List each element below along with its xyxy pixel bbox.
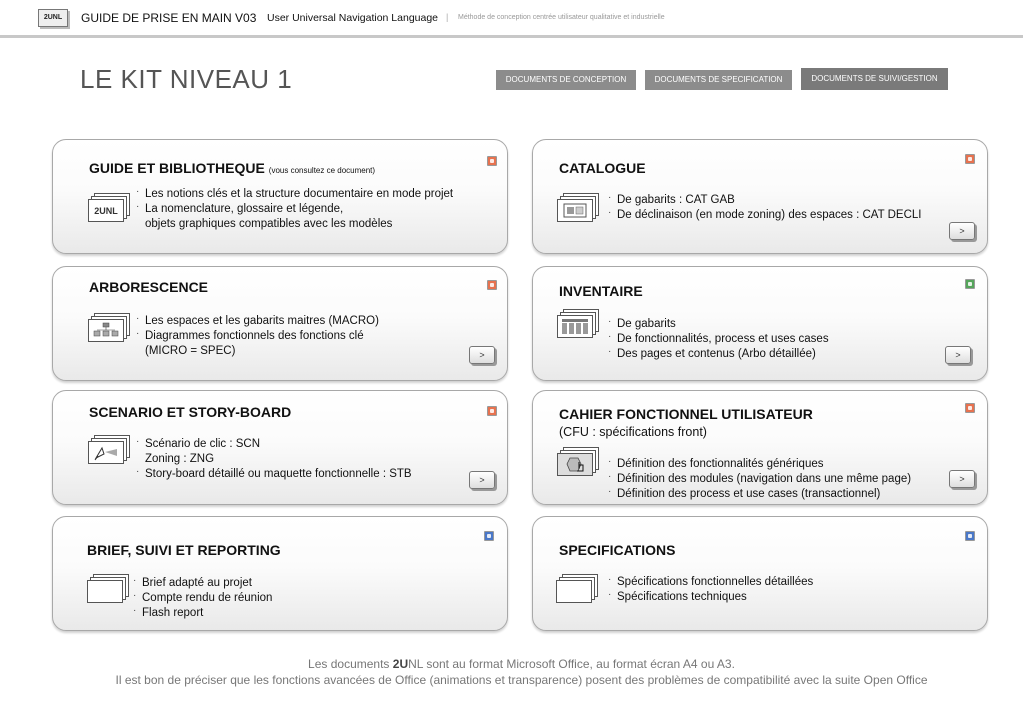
card-inventaire[interactable] xyxy=(532,266,988,381)
card-lines xyxy=(617,457,911,502)
card-lines xyxy=(617,193,921,223)
more-button[interactable]: > xyxy=(945,346,971,364)
document-thumbnail-icon: 2UNL xyxy=(88,199,128,225)
card-scenario-story-board[interactable] xyxy=(52,390,508,505)
card-line: · De fonctionnalités, process et uses cases xyxy=(617,332,829,347)
card-title: BRIEF, SUIVI ET REPORTING xyxy=(87,542,281,558)
card-title: INVENTAIRE xyxy=(559,283,643,299)
card-line: · Définition des fonctionnalités génériques xyxy=(617,457,911,472)
card-line: · Diagrammes fonctionnels des fonctions clé xyxy=(145,329,379,344)
sitemap-diagram-icon xyxy=(88,319,128,345)
more-button[interactable]: > xyxy=(949,470,975,488)
card-line: · Spécifications fonctionnelles détaillées xyxy=(617,575,813,590)
nav-button-suivi-gestion[interactable]: DOCUMENTS DE SUIVI/GESTION xyxy=(801,68,948,90)
card-lines xyxy=(617,317,829,362)
card-line: · Définition des modules (navigation dans une même page) xyxy=(617,472,911,487)
card-catalogue[interactable] xyxy=(532,139,988,254)
logo: 2UNL xyxy=(38,9,68,27)
inventory-table-icon xyxy=(557,315,597,341)
footer-text: Les documents xyxy=(308,657,393,671)
card-line: · Scénario de clic : SCN xyxy=(145,437,412,452)
card-title: CAHIER FONCTIONNEL UTILISATEUR xyxy=(559,406,813,422)
card-line: objets graphiques compatibles avec les modèles xyxy=(145,218,393,230)
footer-line-1 xyxy=(0,657,1023,671)
more-button[interactable]: > xyxy=(469,471,495,489)
card-line: · Story-board détaillé ou maquette fonctionnelle : STB xyxy=(145,467,412,482)
card-title: ARBORESCENCE xyxy=(89,279,209,295)
footer-bold-text: 2U xyxy=(392,657,409,671)
footer-text: NL sont au format Microsoft Office, au format écran A4 ou A3. xyxy=(408,657,735,671)
card-line: · Brief adapté au projet xyxy=(142,576,272,591)
card-line: · De déclinaison (en mode zoning) des espaces : CAT DECLI xyxy=(617,208,921,223)
ppt-file-icon[interactable] xyxy=(487,280,497,290)
document-subtitle: User Universal Navigation Language xyxy=(267,12,439,24)
card-title-text: GUIDE ET BIBLIOTHEQUE xyxy=(89,160,265,176)
word-file-icon[interactable] xyxy=(965,531,975,541)
card-line: · De gabarits xyxy=(617,317,829,332)
card-subtitle: (CFU : spécifications front) xyxy=(559,425,707,439)
nav-button-specification[interactable]: DOCUMENTS DE SPECIFICATION xyxy=(645,70,792,90)
document-description: Méthode de conception centrée utilisateur qualitative et industrielle xyxy=(458,14,665,21)
card-lines xyxy=(145,437,412,482)
ppt-file-icon[interactable] xyxy=(965,154,975,164)
card-lines xyxy=(145,314,379,359)
ppt-file-icon[interactable] xyxy=(487,406,497,416)
card-line: · Spécifications techniques xyxy=(617,590,813,605)
more-button[interactable]: > xyxy=(949,222,975,240)
template-catalogue-icon xyxy=(557,199,597,225)
click-scenario-icon xyxy=(88,441,128,467)
card-line: (MICRO = SPEC) xyxy=(145,345,236,357)
card-line: · Les notions clés et la structure documentaire en mode projet xyxy=(145,187,453,202)
card-line: · Des pages et contenus (Arbo détaillée) xyxy=(617,347,829,362)
card-title: CATALOGUE xyxy=(559,160,646,176)
card-lines xyxy=(142,576,272,621)
ppt-file-icon[interactable] xyxy=(487,156,497,166)
card-note: (vous consultez ce document) xyxy=(268,166,376,175)
card-title: SPECIFICATIONS xyxy=(559,542,676,558)
xls-file-icon[interactable] xyxy=(965,279,975,289)
card-line: · De gabarits : CAT GAB xyxy=(617,193,921,208)
header-separator: | xyxy=(446,12,449,22)
document-title: GUIDE DE PRISE EN MAIN V03 xyxy=(81,11,257,25)
ppt-file-icon[interactable] xyxy=(965,403,975,413)
card-line: Zoning : ZNG xyxy=(145,453,215,465)
card-line: · Compte rendu de réunion xyxy=(142,591,272,606)
card-guide-bibliotheque[interactable] xyxy=(52,139,508,254)
card-cahier-fonctionnel[interactable] xyxy=(532,390,988,505)
page-title: LE KIT NIVEAU 1 xyxy=(80,64,293,94)
card-title xyxy=(89,160,375,176)
card-specifications[interactable] xyxy=(532,516,988,631)
card-lines xyxy=(145,187,453,232)
more-button[interactable]: > xyxy=(469,346,495,364)
card-line: · La nomenclature, glossaire et légende, xyxy=(145,202,453,217)
card-line: · Définition des process et use cases (transactionnel) xyxy=(617,487,911,502)
card-title: SCENARIO ET STORY-BOARD xyxy=(89,404,292,420)
card-arborescence[interactable] xyxy=(52,266,508,381)
blank-document-icon xyxy=(87,580,127,606)
module-hand-cursor-icon xyxy=(557,453,597,479)
card-line: · Flash report xyxy=(142,606,272,621)
blank-document-icon xyxy=(556,580,596,606)
card-lines xyxy=(617,575,813,605)
nav-button-conception[interactable]: DOCUMENTS DE CONCEPTION xyxy=(496,70,636,90)
card-line: · Les espaces et les gabarits maitres (MACRO) xyxy=(145,314,379,329)
card-brief-suivi-reporting[interactable] xyxy=(52,516,508,631)
word-file-icon[interactable] xyxy=(484,531,494,541)
footer-line-2: Il est bon de préciser que les fonctions avancées de Office (animations et transparence) posent des problèmes de compatibilité avec la suite Open Office xyxy=(115,673,928,687)
header-bar xyxy=(0,0,1023,38)
